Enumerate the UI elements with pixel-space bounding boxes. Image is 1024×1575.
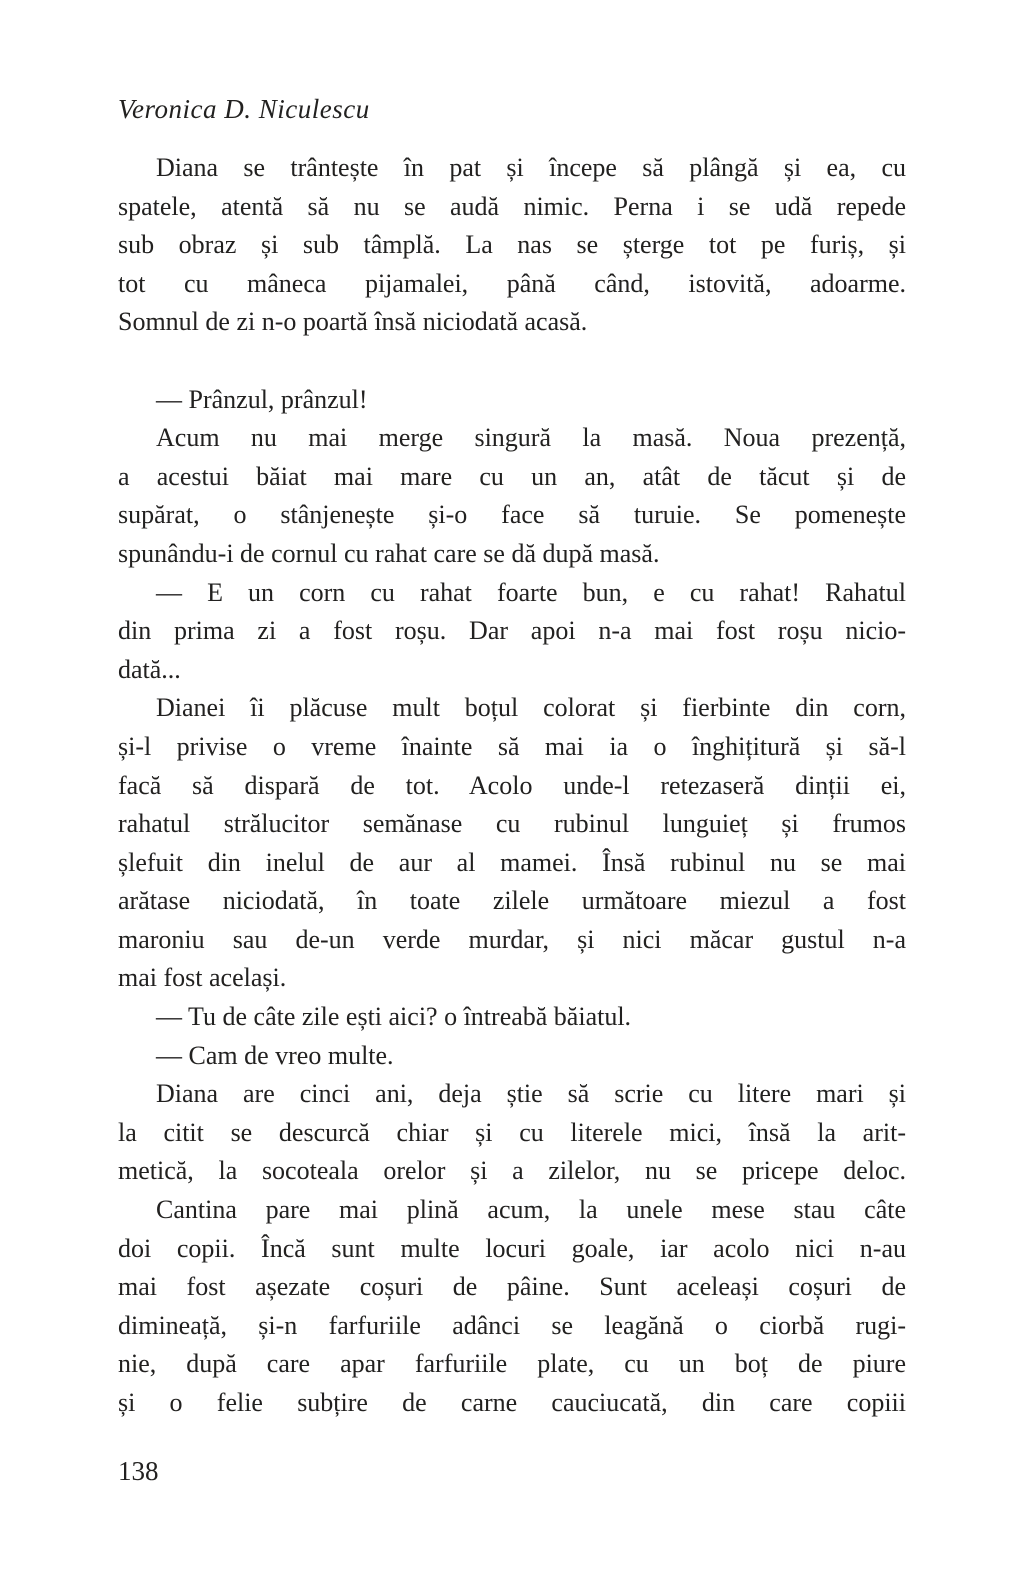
text-line: — E un corn cu rahat foarte bun, e cu rahat! Rahatul (156, 577, 906, 607)
text-line: Diana se trântește în pat și începe să plângă și ea, cu (156, 153, 906, 182)
text-line: Cantina pare mai plină acum, la unele mese stau câte (156, 1195, 906, 1225)
text-line: din prima zi a fost roșu. Dar apoi n-a mai fost roșu nicio- (118, 616, 906, 646)
text-line: nie, după care apar farfuriile plate, cu un boț de piure (118, 1349, 906, 1379)
text-line: spatele, atentă să nu se audă nimic. Perna i se udă repede (118, 191, 906, 221)
text-line: supărat, o stânjenește și-o face să turuie. Se pomenește (118, 500, 906, 530)
text-line: Acum nu mai merge singură la masă. Noua prezență, (156, 423, 906, 453)
paragraph (118, 1191, 906, 1423)
text-line: dimineață, și-n farfuriile adânci se leagănă o ciorbă rugi- (118, 1310, 906, 1340)
paragraph (118, 998, 906, 1037)
text-line: la citit se descurcă chiar și cu literele mici, însă la arit- (118, 1117, 906, 1147)
paragraph (118, 1037, 906, 1076)
text-line: maroniu sau de-un verde murdar, și nici măcar gustul n-a (118, 924, 906, 954)
paragraph (118, 574, 906, 690)
text-line: rahatul strălucitor semănase cu rubinul lunguieț și frumos (118, 809, 906, 839)
text-line: dată... (118, 654, 181, 684)
text-line: Diana are cinci ani, deja știe să scrie cu litere mari și (156, 1079, 906, 1109)
text-line: și-l privise o vreme înainte să mai ia o înghițitură și să-l (118, 731, 906, 761)
text-line: mai fost același. (118, 963, 287, 993)
page-number: 138 (118, 1456, 159, 1486)
text-line: facă să dispară de tot. Acolo unde-l retezaseră dinții ei, (118, 770, 906, 800)
text-line: a acestui băiat mai mare cu un an, atât de tăcut și de (118, 461, 906, 491)
text-line: sub obraz și sub tâmplă. La nas se șterge tot pe furiș, și (118, 230, 906, 260)
text-line: arătase niciodată, în toate zilele următoare miezul a fost (118, 886, 906, 916)
text-line: — Cam de vreo multe. (156, 1040, 394, 1070)
running-header: Veronica D. Niculescu (118, 94, 370, 124)
text-block (118, 149, 906, 1423)
text-line: spunându-i de cornul cu rahat care se dă după masă. (118, 538, 660, 568)
paragraph (118, 381, 906, 420)
text-line: — Tu de câte zile ești aici? o întreabă băiatul. (156, 1002, 632, 1032)
text-line: metică, la socoteala orelor și a zilelor, nu se pricepe deloc. (118, 1156, 906, 1186)
text-line: Somnul de zi n-o poartă însă niciodată acasă. (118, 307, 588, 337)
text-line: doi copii. Încă sunt multe locuri goale, iar acolo nici n-au (118, 1233, 906, 1263)
text-line: tot cu mâneca pijamalei, până când, istovită, adoarme. (118, 268, 906, 298)
paragraph (118, 149, 906, 342)
paragraph (118, 1075, 906, 1191)
paragraph (118, 419, 906, 573)
paragraph (118, 689, 906, 998)
text-line: șlefuit din inelul de aur al mamei. Însă rubinul nu se mai (118, 847, 906, 877)
text-line: — Prânzul, prânzul! (156, 384, 368, 414)
text-line: Dianei îi plăcuse mult boțul colorat și fierbinte din corn, (156, 693, 906, 723)
text-line: și o felie subțire de carne cauciucată, din care copiii (118, 1388, 906, 1417)
text-line: mai fost așezate coșuri de pâine. Sunt aceleași coșuri de (118, 1272, 906, 1302)
